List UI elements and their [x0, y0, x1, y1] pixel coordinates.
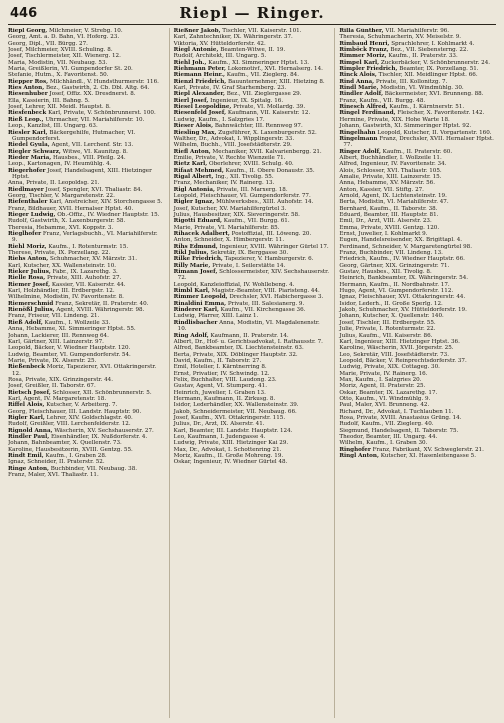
entry-surname: Riehs Anton,: [8, 256, 49, 263]
entry-details: Ella, Kassierin, III. Bahng. 5.: [8, 97, 90, 104]
entry-details: Private, XIII. Auhofstr. 27.: [46, 275, 122, 282]
entry-details: Gustav, Agent, VI. Stumperg. 41.: [173, 383, 267, 390]
entry-surname: Ringel Ferdinand,: [339, 110, 396, 117]
entry-details: Buchbinder, VII. Neubaug. 38.: [50, 465, 138, 472]
entry-details: Franz, Buchbinder, VII. Lindeng. 13.: [339, 250, 443, 257]
entry-surname: Rimpel Karl,: [339, 59, 380, 66]
entry-surname: Ringl Anton,: [339, 453, 379, 460]
entry-surname: Rihacek Adalbert,: [173, 231, 230, 237]
entry-surname: Rindlisbacher: [173, 319, 218, 326]
entry-details: Arnold, Agent, IX. Lichtensteinstr. 19.: [339, 192, 447, 199]
entry-details: Leop., Kartonagen, IV. Heumühlg. 4.: [8, 161, 112, 168]
entry-surname: Riesfenbeck: [8, 110, 47, 117]
directory-entry: [8, 472, 165, 478]
entry-details: Ludwig, Private, XIX. Cottageg. 30.: [339, 364, 440, 371]
entry-details: Hermann, Kaufmann, II. Zirkusg. 8.: [173, 395, 276, 402]
entry-surname: Riemann Heinr.,: [173, 72, 225, 79]
entry-details: Johann, Kutscher, X. Quellenstr. 140.: [339, 313, 444, 320]
entry-surname: Rieder Maria,: [8, 154, 52, 161]
entry-details: Julius, Dr., Arzt, IX. Alserstr. 41.: [173, 421, 265, 428]
entry-details: Private, VI. Mollardg. 39.: [233, 104, 306, 111]
entry-details: Isidor, Lederh., II. Große Sperlg. 12.: [339, 300, 443, 307]
entry-details: Josef, Spengler, XVI. Thaliastr. 84.: [45, 186, 143, 193]
entry-details: Wilhelm, Kaufm., I. Graben 30.: [339, 440, 428, 447]
entry-details: Private, III. Salesianerg. 9.: [227, 300, 305, 307]
entry-details: Beamten-Witwe, II. 19.: [220, 47, 286, 54]
entry-surname: Riefenthaler: [8, 199, 48, 206]
entry-details: Marie, Private, IX. Alserstr. 25.: [8, 357, 97, 364]
entry-details: Felix, Buchhalter, VIII. Laudong. 23.: [173, 376, 277, 383]
entry-surname: Riepl Alexander,: [173, 91, 225, 98]
entry-surname: Rindler Adolf,: [339, 91, 384, 98]
entry-details: Kaufm., I. Rotenturmstr. 15.: [48, 243, 129, 250]
entry-details: Kaufm., I. Wollzeile 33.: [44, 319, 111, 326]
entry-details: Magistr.-Beamter, VIII. Piaristeng. 44.: [211, 288, 320, 295]
entry-details: Karl, Holzhändler, III. Erdbergstr. 12.: [8, 288, 115, 295]
entry-details: Ingenieur, IX. Spitalg. 16.: [210, 97, 284, 104]
entry-surname: Rindt Emil,: [8, 453, 44, 460]
entry-details: Alois, Schlosser, XVI. Thaliastr. 105.: [339, 167, 442, 174]
entry-surname: Riesenhuber: [8, 91, 48, 98]
entry-details: David, Kaufm., II. Taborstr. 27.: [173, 357, 262, 364]
entry-surname: Rifaat Mehmed,: [173, 167, 224, 174]
entry-details: Tischler, VII. Kaiserstr. 101.: [222, 28, 302, 34]
entry-details: Julius, Kaufm., VII. Kaiserstr. 86.: [339, 332, 433, 339]
entry-details: Kaufm., XI. Simmeringer Hptst. 13.: [208, 59, 310, 66]
entry-surname: Rigler Karl,: [8, 414, 45, 421]
entry-details: Josef, Milchmeier, XVIII. Schuling. 8.: [8, 47, 113, 54]
entry-details: Theresia, Schuhmacherin, XV. Meiselstr. 9.: [339, 34, 462, 41]
entry-surname: Rimmer Leopold,: [173, 294, 228, 301]
entry-details: Albert, Buchhändler, I. Wollzeile 11.: [339, 154, 442, 161]
entry-details: Albert, Dr., Hof- u. Gerichtsadvokat, I. Rathausstr. 7.: [173, 338, 323, 345]
entry-details: Karl, Agent, IV. Margaretenstr. 18.: [8, 395, 107, 402]
entry-surname: Rindl Marie,: [339, 85, 379, 92]
entry-details: Max, Dr., Advokat, I. Schottenring 21.: [173, 446, 282, 453]
entry-details: Ignaz, Fleischhauer, XVI. Ottakringerstr. 44.: [339, 294, 466, 301]
entry-surname: Riehmann Peter,: [173, 66, 226, 73]
entry-surname: Rigler Ignaz,: [173, 199, 215, 206]
entry-details: Franz, Kaufm., VII. Burgg. 48.: [339, 97, 426, 104]
entry-surname: Rimmer Moriz,: [339, 53, 387, 60]
directory-entry: [339, 136, 496, 149]
entry-details: Kaufm., VII. Kirchengasse 36.: [220, 307, 306, 314]
entry-details: Gustav, Hausbes., XII. Tivolig. 8.: [339, 269, 432, 276]
entry-details: Josef, Kaufm., XVI. Ottakringerstr. 115.: [173, 414, 286, 421]
column-1: [8, 28, 165, 718]
entry-details: Leop., Kanzlist, III. Ungarg. 63.: [8, 123, 98, 130]
entry-details: Ludwig, Beamter, VI. Gumpendorferstr. 54.: [8, 351, 131, 358]
entry-details: Berta, Private, XIX. Döblinger Hauptstr. 32.: [173, 351, 298, 358]
entry-details: Leopold, Bäcker, V. Reinprechtsdorferstr. 37.: [339, 357, 467, 364]
entry-details: Siegmund, Handelsagent, II. Taborstr. 75.: [339, 427, 459, 434]
directory-entry: [8, 364, 165, 377]
entry-details: Schuhmacher, XV. Märzstr. 31.: [50, 256, 138, 263]
entry-surname: Rinck Alois,: [339, 72, 377, 79]
directory-columns: [8, 28, 496, 718]
entry-details: Georg, Gärtner, XIX. Grinzingerstr. 71.: [339, 262, 450, 269]
entry-details: Bahnwächter, III. Rennweg 97.: [214, 123, 303, 130]
entry-surname: Rieß Leop.,: [8, 116, 44, 123]
entry-details: Hermann, Kaufm., II. Nordbahnstr. 17.: [339, 281, 450, 288]
entry-details: Friedrich, Kaufm., IV. Wiedner Hauptstr. 66.: [339, 256, 465, 263]
entry-details: Lehrer, XIV. Goldschlagstr. 40.: [46, 414, 133, 421]
entry-details: Ingenieur, XVIII. Währinger Gürtel 17.: [219, 243, 329, 250]
entry-details: Eugen, Handelsreisender, XX. Brigittapl. 4.: [339, 237, 463, 244]
directory-entry: [174, 269, 331, 282]
entry-surname: Ringhofer: [339, 446, 371, 453]
entry-details: Georg, Dipl., VII. Bürgg. 27.: [8, 40, 88, 47]
page-number: 446: [10, 6, 38, 21]
directory-entry: [8, 231, 165, 244]
entry-surname: Riesenfeld Josef,: [173, 110, 227, 117]
entry-surname: Rinaldini Emma,: [173, 300, 227, 307]
entry-details: Isidor, Lederhändler, XX. Wallensteinstr. 39.: [173, 402, 299, 409]
entry-details: Franz, Sekretär, II. Praterstr. 40.: [55, 300, 149, 307]
entry-details: Karl, Kutscher, XX. Wallensteinstr. 10.: [8, 262, 117, 269]
entry-details: Fabr., IX. Lazarethg. 3.: [52, 269, 118, 276]
entry-details: Emma, Private, XVIII. Gentzg. 120.: [339, 224, 440, 231]
entry-details: Marie, Private, VI. Mariahilferstr. 85.: [173, 224, 280, 231]
entry-details: Franz, Maler, XVI. Thaliastr. 11.: [8, 472, 99, 479]
entry-details: Milchmeier, V. Strebg. 10.: [48, 28, 123, 34]
entry-surname: Rießner Jakob,: [173, 28, 221, 34]
entry-details: Josef, Lehrer, XII. Meidl. Hauptst. 8.: [8, 104, 111, 111]
entry-details: Paul, Maler, XVI. Brunneng. 42.: [339, 402, 430, 409]
entry-details: Franz, Mechaniker, IV. Rainerg. 13.: [173, 180, 275, 187]
entry-surname: Rimbl Karl,: [173, 288, 210, 295]
entry-surname: Riegl Antonie,: [173, 47, 219, 54]
entry-details: Franz, Fabrikant, XV. Schweglerstr. 21.: [372, 446, 484, 453]
entry-details: Josef, Handelsagent, XIII. Hietzinger Hptst.: [12, 167, 152, 180]
entry-details: Marie, Private, IV. Rainerg. 16.: [339, 370, 428, 377]
entry-details: Jakob, Schneidermeister, VII. Neubaug. 66.: [173, 408, 297, 415]
entry-details: Karl, Zahntechniker, IX. Währingerstr. 37.: [173, 34, 293, 41]
entry-details: Bez., Gastwirth, 2. Cb. Dbl. Altg. 64.: [45, 85, 150, 92]
entry-details: Maria, Modistin, VII. Neubaug. 53.: [8, 59, 108, 66]
entry-details: Emil, Dr., Arzt, VIII. Alserstr. 23.: [339, 218, 432, 225]
entry-surname: Rind Anna,: [339, 78, 375, 85]
entry-details: Anna, Modistin, VI. Magdalenenstr. 10.: [177, 319, 320, 333]
entry-details: Mechaniker, XVII. Kalvarienbergg. 21.: [212, 148, 322, 155]
entry-details: Georg, Amt. a. D. Bahn, VI. Hoferg. 23.: [8, 34, 120, 41]
entry-details: Kaufmann, II. Praterstr. 14.: [210, 332, 289, 339]
entry-surname: Riffel Alois,: [8, 402, 45, 409]
directory-entry: [174, 320, 331, 333]
entry-surname: Riedlmayer: [8, 186, 44, 193]
entry-details: Kaufm., II. Obere Donaustr. 35.: [225, 167, 315, 174]
entry-details: Therese, Private, IX. Porzellang. 22.: [8, 250, 111, 257]
entry-surname: Rinesch Alfred,: [339, 104, 388, 111]
entry-surname: Riedel Gyula,: [8, 142, 50, 149]
entry-details: Bernhard, Kaufm., II. Taborstr. 38.: [339, 205, 438, 212]
entry-details: Moriz, Agent, II. Praterstr. 25.: [339, 383, 426, 390]
entry-details: Sekretär, IX. Berggasse 30.: [210, 250, 289, 257]
entry-details: Kaufmann, VII. Kaiserstr. 12.: [227, 110, 311, 117]
entry-details: Hermine, Private, XIX. Hohe Warte 18.: [339, 116, 450, 123]
entry-details: Rudolf, Kaufm., VII. Zieglerg. 40.: [339, 421, 434, 428]
entry-details: Beamter, IX. Porzellang. 51.: [399, 66, 479, 73]
entry-details: Moriz, Tapezierer, XVI. Ottakringerstr. 12.: [12, 364, 157, 377]
entry-details: Ernst, Privatier, IV. Schwindg. 12.: [173, 370, 270, 377]
entry-details: Bez., VII. Zieglergasse 29.: [226, 91, 302, 98]
entry-surname: Rielle Rosa,: [8, 275, 46, 282]
entry-details: Kaufm., VII. Zieglerg. 84.: [226, 72, 299, 79]
entry-details: Ignaz, Schneider, II. Praterstr. 52.: [8, 459, 105, 466]
entry-details: Julius, Hausbesitzer, XIX. Sieveringerstr. 58.: [173, 211, 300, 218]
entry-surname: Rieß Adolf,: [8, 319, 43, 326]
entry-details: Leopold, Kanzleioffizial, IV. Wohllebeng. 4.: [173, 281, 295, 288]
entry-details: Rosa, Private, XIX. Grinzingerstr. 44.: [8, 376, 113, 383]
entry-surname: Rilla Günther,: [339, 28, 384, 34]
entry-details: Leopold, Kutscher, II. Vorgartenstr. 160.: [377, 129, 492, 136]
entry-details: Karl, Private, V. Schönbrunnerst. 100.: [48, 110, 156, 117]
entry-details: Private, I. Seilerstätte 14.: [212, 262, 286, 269]
entry-details: Amalie, Private, XIII. Lainzerstr. 15.: [339, 173, 442, 180]
entry-surname: Riehl Moriz,: [8, 243, 47, 250]
entry-surname: Riesling Max,: [173, 129, 217, 136]
entry-details: Anton, Kassier, VII. Stiftg. 27.: [339, 186, 424, 193]
entry-surname: Rierl Josef,: [173, 97, 209, 104]
entry-details: Tischler, XII. Meidlinger Hptst. 66.: [378, 72, 478, 79]
entry-details: Viktoria, XV. Hütteldorferstr. 42.: [173, 40, 266, 47]
entry-details: Josef, Offiz. XX. Dresdnerst. 8.: [49, 91, 136, 98]
entry-details: Ernst, Juwelier, I. Kohlmarkt 9.: [339, 231, 428, 237]
entry-details: Zuckerbäcker, V. Schönbrunnerstr. 24.: [380, 59, 491, 66]
column-2: [169, 28, 331, 718]
entry-details: Rudolf, Architekt, III. Ungarg. 5.: [173, 53, 267, 60]
entry-details: Witwe, VI. Kaunitzg. 8.: [62, 148, 128, 155]
entry-details: Franz, Drechsler, XVII. Hernalser Hptst. 77.: [343, 135, 494, 149]
entry-details: Berta, Modistin, VI. Mariahilferstr. 47.: [339, 199, 449, 206]
entry-details: Johann, Gastwirth, XI. Simmeringer Hptst. 92.: [339, 123, 472, 130]
entry-details: Richard, Dr., Advokat, I. Tuchlauben 11.: [339, 408, 454, 415]
entry-surname: Rilly Marie,: [173, 262, 211, 269]
entry-details: Karoline, Wäscherin, XVII. Jörgerstr. 25.: [339, 345, 454, 352]
entry-details: Hugo, Agent, VI. Gumpendorferstr. 112.: [339, 288, 454, 295]
entry-details: Otto, Kaufm., VI. Windmühlg. 9.: [339, 395, 431, 402]
entry-details: Wilhelmine, Modistin, IV. Favoritenstr. 8.: [8, 294, 124, 301]
entry-details: Ferdinand, Schneider, V. Margaretengürtel 98.: [339, 243, 473, 250]
entry-details: Lokomotivf., XVI. Hernalserg. 14.: [227, 66, 323, 73]
entry-surname: Rikl Julius,: [173, 250, 209, 257]
entry-details: Oberlehrer, XVIII. Schulg. 40.: [209, 161, 294, 168]
entry-details: Wilhelm, Buchh., VIII. Josefstädterstr. 29.: [173, 142, 292, 149]
entry-surname: Riesel Leopoldine,: [173, 104, 232, 111]
entry-surname: Rieglhofer: [8, 231, 42, 237]
entry-surname: Rigal Albert,: [173, 173, 214, 180]
entry-surname: Rigl Antonia,: [173, 186, 215, 193]
entry-details: Rudolf, Gastwirth, X. Laxenburgerstr. 58.: [8, 218, 126, 225]
entry-details: Drechsler, XVI. Habichergasse 3.: [229, 294, 324, 301]
entry-details: Mühlwerksbes., XIII. Auhofstr. 14.: [216, 199, 314, 206]
entry-surname: Ringelmann: [339, 135, 378, 142]
entry-details: Josef, Kutscher, XV. Mariahilfergürtel 3.: [173, 205, 287, 212]
entry-details: Leopold, Bäcker, V. Wiedner Hauptstr. 120.: [8, 345, 131, 352]
entry-surname: Rinderer Karl,: [173, 307, 219, 314]
entry-surname: Rimpler Friedrich,: [339, 66, 398, 73]
entry-details: Oskar, Beamter, IX. Lazarethg. 17.: [339, 389, 438, 396]
entry-details: Bauunternehmer, XIII. Hietzing 8.: [228, 78, 325, 85]
entry-details: Eisenhändler, IX. Nußdorferstr. 4.: [50, 434, 148, 440]
entry-details: Anna, Hebamme, XI. Simmeringer Hptst. 55.: [8, 326, 136, 333]
entry-details: Walther, Dr., Advokat, I. Wipplingerstr. 33.: [173, 135, 295, 142]
entry-surname: Rimbaud Henri,: [339, 40, 390, 47]
entry-details: Ing., XII. Tivolig. 55.: [215, 173, 274, 180]
entry-details: Fleischer, X. Favoritenstr. 142.: [397, 110, 485, 117]
entry-details: Leo, Sekretär, VIII. Josefstädterstr. 73.: [339, 351, 449, 358]
entry-surname: Riefl Anton,: [173, 148, 211, 155]
entry-surname: Ringe Anton,: [8, 465, 49, 472]
entry-details: Alfred, Ingenieur, IV. Favoritenstr. 34.: [339, 161, 447, 168]
directory-entry: [174, 459, 331, 465]
directory-entry: [8, 168, 165, 181]
entry-surname: Rieser Alois,: [173, 123, 214, 130]
entry-details: Kaufm., I. Graben 28.: [45, 453, 107, 460]
entry-surname: Rienößl Julius,: [8, 307, 55, 314]
entry-details: Ludwig, Private, XIII. Hietzinger Kai 29.: [173, 440, 289, 447]
entry-details: Private, III. Marxerg. 18.: [216, 186, 288, 193]
entry-surname: Rilke Friedrich,: [173, 256, 223, 263]
entry-details: Emil, Hotelier, I. Kärntnerring 8.: [173, 364, 267, 371]
entry-details: Sprachlehrer, I. Kohlmarkt 4.: [391, 40, 475, 47]
entry-surname: Ries Anton,: [8, 85, 45, 92]
entry-surname: Rieger Ludwig,: [8, 211, 56, 218]
entry-details: Agent, XVIII. Währingerstr. 98.: [56, 307, 145, 314]
entry-surname: Rienzl Friedrich,: [173, 78, 227, 85]
entry-details: Theodor, Beamter, III. Ungarg. 44.: [339, 434, 438, 440]
entry-details: Karl, Gärtner, XIII. Lainzerstr. 97.: [8, 338, 104, 345]
entry-details: Franz, Bildhauer, XVII. Hernalser Hptst. 40.: [8, 205, 134, 212]
entry-details: Kaufm., II. Praterstr. 60.: [382, 148, 453, 155]
entry-details: Johann, Bahnbeamter, X. Quellenstr. 73.: [8, 440, 122, 447]
directory-entry: [339, 453, 496, 459]
entry-details: Kutscher, XI. Hasenleitengasse 5.: [380, 453, 477, 460]
entry-details: Leo, Kaufmann, I. Judengasse 4.: [173, 434, 266, 440]
directory-entry: [8, 130, 165, 143]
entry-surname: Riemerschmid: [8, 300, 54, 307]
entry-details: Johann, Lackierer, III. Rennweg 64.: [8, 332, 109, 339]
entry-details: Rudolf, Greißler, VIII. Lerchenfelderstr. 12.: [8, 421, 131, 428]
entry-details: Moriz, Kaufm., II. Große Mohreng. 19.: [173, 453, 284, 460]
entry-details: Uhrmacher, VII. Mariahilferstr. 10.: [45, 116, 145, 123]
entry-surname: Rignold Anna,: [8, 427, 53, 434]
entry-surname: Rihs Edmund,: [173, 243, 218, 250]
entry-details: Postoffizial, III. Löweng. 20.: [231, 231, 312, 237]
entry-surname: Rietsch Josef,: [8, 389, 51, 396]
entry-details: Zugsführer, X. Laxenburgerstr. 52.: [218, 129, 317, 136]
entry-details: Agent, VII. Lerchenf. Str. 13.: [51, 142, 134, 149]
entry-details: Anna, Hebamme, XV. Märzstr. 56.: [339, 180, 435, 187]
entry-surname: Rietz Karl,: [173, 161, 208, 168]
column-3: [334, 28, 496, 718]
entry-surname: Rieker Julius,: [8, 269, 51, 276]
entry-surname: Rimböck Franz,: [339, 47, 389, 54]
entry-surname: Riepper Ros,: [8, 78, 49, 85]
entry-details: Eduard, Beamter, III. Hauptstr. 81.: [339, 211, 439, 218]
entry-surname: Rimann Josef,: [173, 269, 218, 276]
entry-details: Modistin, VI. Windmühlg. 30.: [380, 85, 464, 92]
entry-details: Emilie, Private, V. Rechte Wienzeile 71.: [173, 154, 286, 161]
entry-surname: Ring Adolf,: [173, 332, 209, 339]
entry-details: Georg, Tischler, V. Margaretenstr. 22.: [8, 192, 115, 199]
entry-details: Franz, Friseur, VII. Lindeng. 21.: [8, 313, 100, 320]
entry-details: Karl, Anstreicher, XIV. Storchengasse 5.: [49, 199, 163, 206]
entry-details: Bez., VII. Siebensterng. 22.: [390, 47, 469, 54]
entry-details: Karl, Ingenieur, XIII. Hietzinger Hptst. 36.: [339, 338, 460, 345]
entry-details: Stefanie, Hutm., X. Favoritenst. 50.: [8, 72, 109, 79]
entry-details: Alfred, Bankbeamter, IX. Liechtensteinstr. 63.: [173, 345, 304, 352]
entry-surname: Riesler Karl,: [8, 129, 48, 136]
entry-details: Schlossermeister, XIV. Sechshauserstr. 72.: [177, 269, 329, 282]
entry-details: Jakob, Schuhmacher, XV. Hütteldorferstr. 19.: [339, 307, 467, 314]
entry-details: Oskar, Ingenieur, IV. Wiedner Gürtel 48.: [173, 459, 288, 466]
entry-details: Ludwig, Pfarrer, XIII. Lainz 1.: [173, 313, 259, 320]
entry-details: Wäscherin, XV. Sechshauserstr. 27.: [54, 427, 154, 434]
entry-surname: Riemer Josef,: [8, 281, 51, 288]
entry-details: Karl, Private, IV. Graf Starhemberg. 23.: [173, 85, 287, 92]
entry-surname: Riehl Joh.,: [173, 59, 207, 66]
entry-details: Ob.-Offiz., IV. Wiedner Hauptstr. 15.: [57, 211, 160, 218]
entry-details: VII. Mariahilferstr. 96.: [385, 28, 450, 34]
entry-surname: Riepl Georg,: [8, 28, 48, 34]
entry-details: Kutscher, V. Arbeiterg. 7.: [46, 402, 118, 409]
entry-details: Ludwig, Kaufm., I. Salzgries 17.: [173, 116, 265, 123]
entry-details: Private, III. Kollonitzg. 7.: [375, 78, 448, 85]
entry-details: Julie, Private, I. Rotenturmstr. 22.: [339, 326, 436, 333]
entry-details: Franz, Verlagsbuchh., VI. Mariahilferstr. 9.: [12, 231, 158, 244]
entry-details: Max, Kaufm., I. Salzgries 20.: [339, 376, 422, 383]
entry-details: Kaufm., II. Praterstr. 33.: [388, 53, 458, 60]
entry-details: Bäckermeister, XVI. Brunneng. 88.: [384, 91, 484, 98]
running-head: Riepl — Ringer.: [179, 4, 325, 22]
entry-details: Karl, Beamter, III. Landstr. Hauptstr. 124.: [173, 427, 293, 434]
entry-surname: Ringer Adolf,: [339, 148, 381, 155]
entry-details: Heinrich, Bankbeamter, IX. Währingerstr. 54.: [339, 275, 469, 282]
entry-details: Heinrich, Juwelier, I. Graben 13.: [173, 389, 266, 396]
entry-details: Milchhändl., V. Hundsthurmerstr. 116.: [49, 78, 159, 85]
entry-details: Maria, Greißlerin, VI. Gumpendorfer St. 20.: [8, 66, 133, 73]
entry-surname: Rießenbeck: [8, 364, 45, 371]
entry-surname: Riegerhofer: [8, 167, 46, 174]
entry-details: Schlosser, XII. Schönbrunnerstr. 5.: [52, 389, 152, 396]
entry-details: Anton, Schneider, X. Himbergerstr. 11.: [173, 237, 285, 244]
entry-details: Josef, Tischler, III. Erdbergstr. 55.: [339, 319, 436, 326]
entry-details: Anna, Private, II. Leopoldsg. 21.: [8, 180, 100, 187]
entry-details: Josef, Tischlermeister, XII. Wienerg. 12.: [8, 53, 121, 60]
entry-surname: Rigotti Eduard,: [173, 218, 222, 225]
entry-details: Georg, Fleischhauer, III. Landstr. Hauptstr. 90.: [8, 408, 142, 415]
entry-details: Josef, Greißler, II. Taborstr. 67.: [8, 383, 96, 390]
entry-details: Leopold, Fleischhauer, VI. Gumpendorferstr. 77.: [173, 192, 311, 199]
entry-surname: Riegler Schwarz,: [8, 148, 61, 155]
entry-details: Tapezierer, V. Hamburgerstr. 6.: [224, 256, 314, 263]
entry-details: Kaufm., VII. Burgg. 61.: [223, 218, 290, 225]
entry-details: Kaufm., I. Kärntnerstr. 51.: [389, 104, 465, 111]
entry-details: Kassier, VII. Kaiserstr. 44.: [51, 281, 126, 288]
entry-details: Theresia, Hebamme, XVI. Koppstr. 3.: [8, 224, 114, 231]
entry-details: Rosa, Private, XVIII. Anastasius Grüng. 14.: [339, 414, 462, 421]
entry-surname: Rindler Paul,: [8, 434, 50, 440]
entry-surname: Ringelhahn: [339, 129, 376, 136]
entry-details: Karoline, Hausbesitzerin, XVIII. Gentzg. 55.: [8, 446, 133, 453]
page-header: [8, 4, 496, 25]
entry-details: Bäckergehilfe, Hutmacher, VI. Gumpendorferst.: [12, 129, 136, 142]
entry-details: Hausbes., VIII. Pfeilg. 24.: [52, 154, 126, 161]
